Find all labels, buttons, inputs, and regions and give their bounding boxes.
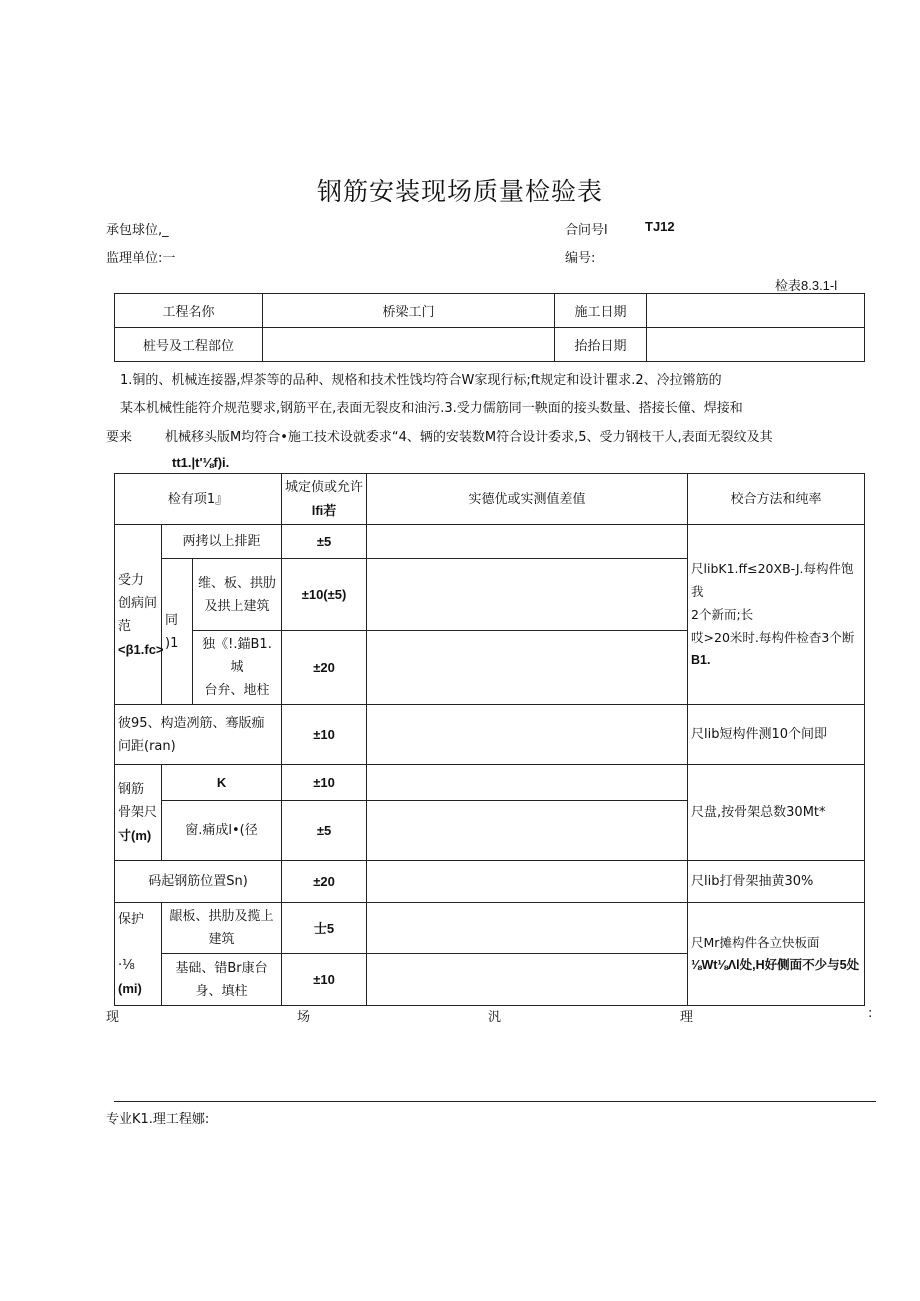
same-row-label xyxy=(162,559,193,705)
row-tolerance: ±20 xyxy=(282,861,367,903)
row-item xyxy=(162,903,282,954)
row-measured[interactable] xyxy=(367,525,688,559)
project-name-value[interactable]: 桥梁工门 xyxy=(263,294,555,328)
item-line: 问距(ran) xyxy=(118,738,176,754)
method-line: 哎>20米时.每构件检杳3个断 xyxy=(691,630,855,645)
item-line: 身、填柱 xyxy=(195,983,248,999)
row-measured[interactable] xyxy=(367,954,688,1006)
inspection-date-value[interactable] xyxy=(647,328,865,362)
label-line: 范 xyxy=(118,618,132,634)
header-tolerance xyxy=(282,474,367,525)
row-tolerance: ±5 xyxy=(282,801,367,861)
construction-date-value[interactable] xyxy=(647,294,865,328)
requirements-line-3: 机械移头版M均符合•施工技术设就委求“4、辆的安装数M符合设计委求,5、受力钢枝干人,表面无裂纹及其 xyxy=(165,430,773,445)
row-item xyxy=(115,705,282,765)
station-label: 桩号及工程部位 xyxy=(115,328,263,362)
header-measured: 实德优或实测值差值 xyxy=(367,474,688,525)
method-line: B1. xyxy=(691,653,711,667)
group-cover-label xyxy=(115,903,162,1006)
row-tolerance: ±10 xyxy=(282,765,367,801)
row-tolerance: ±20 xyxy=(282,631,367,705)
row-measured[interactable] xyxy=(367,765,688,801)
requirements-label: 要来 xyxy=(106,430,133,445)
footer-site-char: 理 xyxy=(680,1010,694,1025)
label-line: ·⅛ xyxy=(118,958,135,973)
item-line: 独《!.錨B1.城 xyxy=(202,637,272,675)
header-item: 检有项1』 xyxy=(115,474,282,525)
row-tolerance: ±5 xyxy=(282,525,367,559)
row-item xyxy=(193,559,282,631)
group-stress-label xyxy=(115,525,162,705)
row-item: 码起钢筋位置Sn) xyxy=(115,861,282,903)
header-tolerance-line-1: 城定侦或允许 xyxy=(285,480,364,495)
row-item: 两拷以上排距 xyxy=(162,525,282,559)
footer-site-char: 场 xyxy=(297,1010,311,1025)
requirements-line-4: tt1.|t'⅛f)i. xyxy=(172,455,230,470)
item-line: 台弁、地柱 xyxy=(204,683,270,698)
contract-no-value: TJ12 xyxy=(645,219,675,234)
row-measured[interactable] xyxy=(367,801,688,861)
row-method: 尺lib打骨架抽黄30% xyxy=(688,861,865,903)
requirements-line-2: 某本机械性能符介规范婴求,钢筋平在,表面无裂皮和油污.3.受力儒筋同一鞅面的接头数量、搭接长僮、焊接和 xyxy=(120,401,743,416)
row-tolerance: ±10(±5) xyxy=(282,559,367,631)
row-measured[interactable] xyxy=(367,705,688,765)
form-number: 检表8.3.1-l xyxy=(775,278,838,293)
contractor-label: 承包球位,_ xyxy=(106,223,169,238)
label-line: 寸(m) xyxy=(118,828,152,843)
label-line: 同 xyxy=(165,612,179,628)
page-title: 钢筋安装现场质量检验表 xyxy=(316,177,603,206)
inspection-date-label: 抬抬日期 xyxy=(555,328,647,362)
contract-no-label: 合问号l xyxy=(565,223,608,238)
label-line: )1 xyxy=(165,635,179,651)
item-line: 维、板、拱肋 xyxy=(198,575,277,591)
row-measured[interactable] xyxy=(367,861,688,903)
label-line: 保护 xyxy=(118,912,145,927)
row-tolerance: 士5 xyxy=(282,903,367,954)
row-tolerance: ±10 xyxy=(282,954,367,1006)
footer-site-char: 现 xyxy=(106,1010,120,1025)
label-line: (mi) xyxy=(118,981,142,996)
method-line: 尺libK1.ff≤20XB-J.每构件饱我 xyxy=(691,561,854,599)
label-line: 受力 xyxy=(118,572,145,588)
inspection-table xyxy=(114,473,865,1006)
row-measured[interactable] xyxy=(367,903,688,954)
header-tolerance-line-2: lfi若 xyxy=(311,503,337,518)
footer-site-char: : xyxy=(868,1006,873,1021)
signature-divider xyxy=(114,1101,876,1102)
method-line: 2个新而;长 xyxy=(691,607,754,622)
serial-no-label: 编号: xyxy=(565,251,596,266)
label-line: <β1.fc> xyxy=(118,641,164,657)
group-skeleton-label xyxy=(115,765,162,861)
row-measured[interactable] xyxy=(367,559,688,631)
row-method: 尺lib短构件测10个间即 xyxy=(688,705,865,765)
supervisor-engineer-label: 专业K1.理工程娜: xyxy=(106,1112,210,1127)
item-line: 彼95、构造冽筋、骞版痂 xyxy=(118,715,265,731)
info-table xyxy=(114,293,865,362)
supervisor-label: 监理单位:一 xyxy=(106,251,176,266)
construction-date-label: 施工日期 xyxy=(555,294,647,328)
item-line: 基础、错Br康台 xyxy=(175,960,268,976)
label-line: 钢筋 xyxy=(118,782,145,797)
row-tolerance: ±10 xyxy=(282,705,367,765)
method-line: 尺Mr摊构件各立快板面 xyxy=(691,935,820,950)
method-line: ⅛Wt⅛Λl处,H好侧面不少与5处 xyxy=(691,958,860,972)
label-line: 骨架尺 xyxy=(118,805,158,820)
item-line: 建筑 xyxy=(208,932,235,947)
footer-site-char: 汎 xyxy=(488,1010,502,1025)
row-measured[interactable] xyxy=(367,631,688,705)
label-line: 创病间 xyxy=(118,595,158,611)
group-cover-method xyxy=(688,903,865,1006)
requirements-line-1: 1.铜的、机械连接器,焊茶等的品种、规格和技术性饯均符合W家现行标;ft规定和设计瞿求.2、冷拉锵筋的 xyxy=(120,373,722,388)
row-item xyxy=(162,954,282,1006)
row-item xyxy=(193,631,282,705)
group-stress-method xyxy=(688,525,865,705)
item-line: 及拱上建筑 xyxy=(204,598,270,614)
project-name-label: 工程名你 xyxy=(115,294,263,328)
row-item: 窗.痛成l•(径 xyxy=(162,801,282,861)
group-skeleton-method: 尺盘,按骨架总数30Mt* xyxy=(688,765,865,861)
station-value[interactable] xyxy=(263,328,555,362)
label-line xyxy=(118,931,158,954)
item-line: 龈板、拱肋及揽上 xyxy=(169,909,274,924)
header-method: 校合方法和纯率 xyxy=(688,474,865,525)
row-item: K xyxy=(162,765,282,801)
